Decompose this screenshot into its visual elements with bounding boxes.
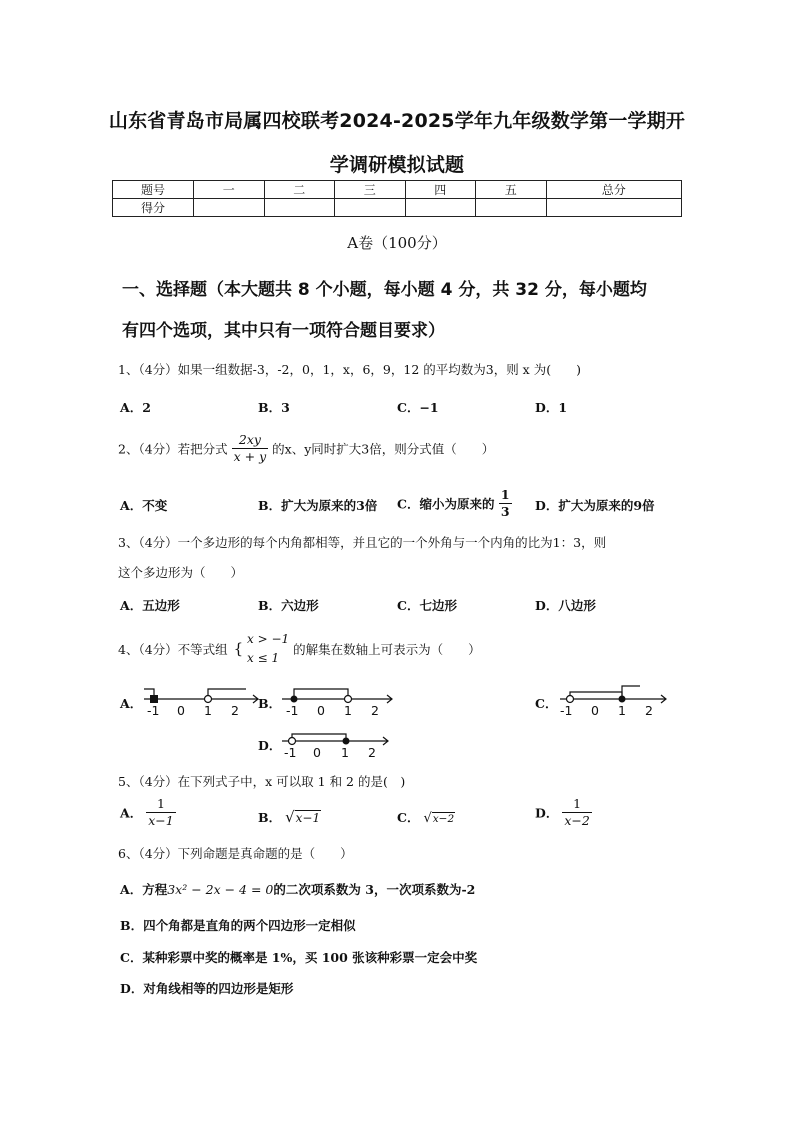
score-input-cell[interactable] <box>194 199 265 217</box>
title-line-2: 学调研模拟试题 <box>329 154 465 176</box>
q2-fraction-denominator: x + y <box>233 449 267 464</box>
q5-option-a[interactable] <box>120 796 176 829</box>
q2-c-fraction-denominator: 3 <box>500 504 510 519</box>
q2-option-d[interactable]: D．扩大为原来的9倍 <box>535 498 655 513</box>
tick-label: -1 <box>560 703 573 718</box>
q3-option-d[interactable]: D．八边形 <box>535 598 596 613</box>
q4-number-line-a[interactable] <box>140 684 260 718</box>
table-cell: 总分 <box>546 181 682 199</box>
title-line-1: 山东省青岛市局属四校联考2024-2025学年九年级数学第一学期开 <box>108 110 686 132</box>
q6-option-a[interactable] <box>120 880 475 898</box>
solid-point-icon <box>343 738 350 745</box>
q6-a-equation: 3x² − 2x − 4 = 0 <box>167 882 274 897</box>
q2-option-c[interactable] <box>397 487 512 520</box>
q6-a-suffix: 的二次项系数为 3，一次项系数为-2 <box>273 882 476 897</box>
open-point-icon <box>567 696 574 703</box>
q2-prefix: 2、（4分）若把分式 <box>118 441 228 457</box>
q5-c-radicand: x−2 <box>432 813 455 825</box>
q6-option-b[interactable]: B．四个角都是直角的两个四边形一定相似 <box>120 918 356 933</box>
q5-option-b[interactable] <box>258 808 321 826</box>
open-point-icon <box>205 696 212 703</box>
q3-option-c[interactable]: C．七边形 <box>397 598 457 613</box>
score-input-cell[interactable] <box>264 199 335 217</box>
tick-label: -1 <box>286 703 299 718</box>
tick-label: -1 <box>284 745 297 760</box>
q6-option-c[interactable]: C．某种彩票中奖的概率是 1%，买 100 张该种彩票一定会中奖 <box>120 950 478 965</box>
q6-a-prefix: A．方程 <box>120 882 168 897</box>
q5-b-radicand: x−1 <box>295 811 321 825</box>
q2-option-a[interactable]: A．不变 <box>120 498 168 513</box>
part-a-heading: A卷（100分） <box>347 234 447 252</box>
q4-option-b[interactable]: B． <box>258 696 282 711</box>
open-point-icon <box>289 738 296 745</box>
q1-option-c[interactable]: C．−1 <box>397 400 439 415</box>
q1-option-b[interactable]: B．3 <box>258 400 290 415</box>
tick-label: 1 <box>204 703 212 718</box>
q4-inequality-1: x > −1 <box>247 632 290 646</box>
q1-option-a[interactable]: A．2 <box>120 400 151 415</box>
q4-option-a[interactable]: A． <box>120 696 143 711</box>
tick-label: 0 <box>317 703 325 718</box>
q5-c-sqrt <box>423 811 455 826</box>
q4-inequality-system <box>232 630 290 668</box>
table-cell: 得分 <box>113 199 194 217</box>
sqrt-icon: √ <box>423 811 432 826</box>
q5-a-fraction <box>146 796 175 829</box>
table-cell: 二 <box>264 181 335 199</box>
q2-option-c-text: C．缩小为原来的 <box>397 496 495 512</box>
score-table <box>112 180 682 217</box>
q5-d-denominator: x−2 <box>564 813 590 828</box>
sqrt-icon: √ <box>285 808 295 826</box>
tick-label: 2 <box>231 703 239 718</box>
tick-label: 0 <box>591 703 599 718</box>
q3-option-a[interactable]: A．五边形 <box>120 598 180 613</box>
tick-label: 1 <box>344 703 352 718</box>
q2-fraction <box>232 432 269 465</box>
tick-label: 2 <box>371 703 379 718</box>
open-point-icon <box>345 696 352 703</box>
score-table-header-row <box>113 181 682 199</box>
q4-number-line-c[interactable] <box>558 684 670 718</box>
table-cell: 一 <box>194 181 265 199</box>
question-1-stem: 1、（4分）如果一组数据-3，-2，0，1，x，6，9，12 的平均数为3，则 x 为( ) <box>118 362 581 377</box>
solid-point-icon <box>291 696 298 703</box>
q4-number-line-b[interactable] <box>280 684 396 718</box>
q4-prefix: 4、（4分）不等式组 <box>118 642 228 657</box>
q2-option-b[interactable]: B．扩大为原来的3倍 <box>258 498 378 513</box>
score-input-cell[interactable] <box>335 199 406 217</box>
tick-label: -1 <box>147 703 160 718</box>
question-5-stem: 5、（4分）在下列式子中，x 可以取 1 和 2 的是( ) <box>118 774 406 789</box>
q5-a-denominator: x−1 <box>148 813 174 828</box>
question-3-stem-line-2: 这个多边形为（ ） <box>118 565 244 580</box>
q5-d-fraction <box>562 796 591 829</box>
q5-label-d: D． <box>535 805 559 821</box>
q5-label-b: B． <box>258 810 282 825</box>
q1-option-d[interactable]: D．1 <box>535 400 568 415</box>
question-6-stem: 6、（4分）下列命题是真命题的是（ ） <box>118 846 353 861</box>
tick-label: 1 <box>618 703 626 718</box>
q2-suffix: 的x、y同时扩大3倍，则分式值（ ） <box>272 441 495 457</box>
q4-number-line-d[interactable] <box>280 726 392 760</box>
table-cell: 三 <box>335 181 406 199</box>
solid-point-icon <box>150 695 158 703</box>
score-input-cell[interactable] <box>405 199 476 217</box>
question-2-stem <box>118 432 494 465</box>
q4-option-c[interactable]: C． <box>535 696 558 711</box>
table-cell: 五 <box>476 181 547 199</box>
tick-label: 2 <box>368 745 376 760</box>
section-heading-line-1: 一、选择题（本大题共 8 个小题，每小题 4 分，共 32 分，每小题均 <box>122 280 647 300</box>
q5-option-c[interactable] <box>397 808 455 826</box>
tick-label: 2 <box>645 703 653 718</box>
question-3-stem-line-1: 3、（4分）一个多边形的每个内角都相等，并且它的一个外角与一个内角的比为1：3，则 <box>118 535 607 550</box>
q4-inequality-2: x ≤ 1 <box>247 651 280 665</box>
tick-label: 0 <box>313 745 321 760</box>
q5-label-c: C． <box>397 810 420 825</box>
q5-label-a: A． <box>120 805 143 821</box>
table-cell: 四 <box>405 181 476 199</box>
score-input-cell[interactable] <box>546 199 682 217</box>
q4-suffix: 的解集在数轴上可表示为（ ） <box>293 642 481 657</box>
q2-c-fraction-numerator: 1 <box>500 487 510 502</box>
q2-option-c-fraction <box>499 487 512 520</box>
q5-b-sqrt <box>285 808 321 826</box>
q3-option-b[interactable]: B．六边形 <box>258 598 319 613</box>
q2-fraction-numerator: 2xy <box>232 432 269 449</box>
section-heading-line-2: 有四个选项，其中只有一项符合题目要求） <box>122 321 445 341</box>
tick-label: 1 <box>341 745 349 760</box>
q5-a-numerator: 1 <box>146 796 175 813</box>
q5-option-d[interactable] <box>535 796 592 829</box>
solid-point-icon <box>619 696 626 703</box>
table-cell: 题号 <box>113 181 194 199</box>
q5-d-numerator: 1 <box>562 796 591 813</box>
q6-option-d[interactable]: D．对角线相等的四边形是矩形 <box>120 981 294 996</box>
q4-option-d[interactable]: D． <box>258 738 282 753</box>
question-4-stem <box>118 630 481 668</box>
score-table-score-row <box>113 199 682 217</box>
score-input-cell[interactable] <box>476 199 547 217</box>
brace-icon: { <box>233 639 244 658</box>
tick-label: 0 <box>177 703 185 718</box>
